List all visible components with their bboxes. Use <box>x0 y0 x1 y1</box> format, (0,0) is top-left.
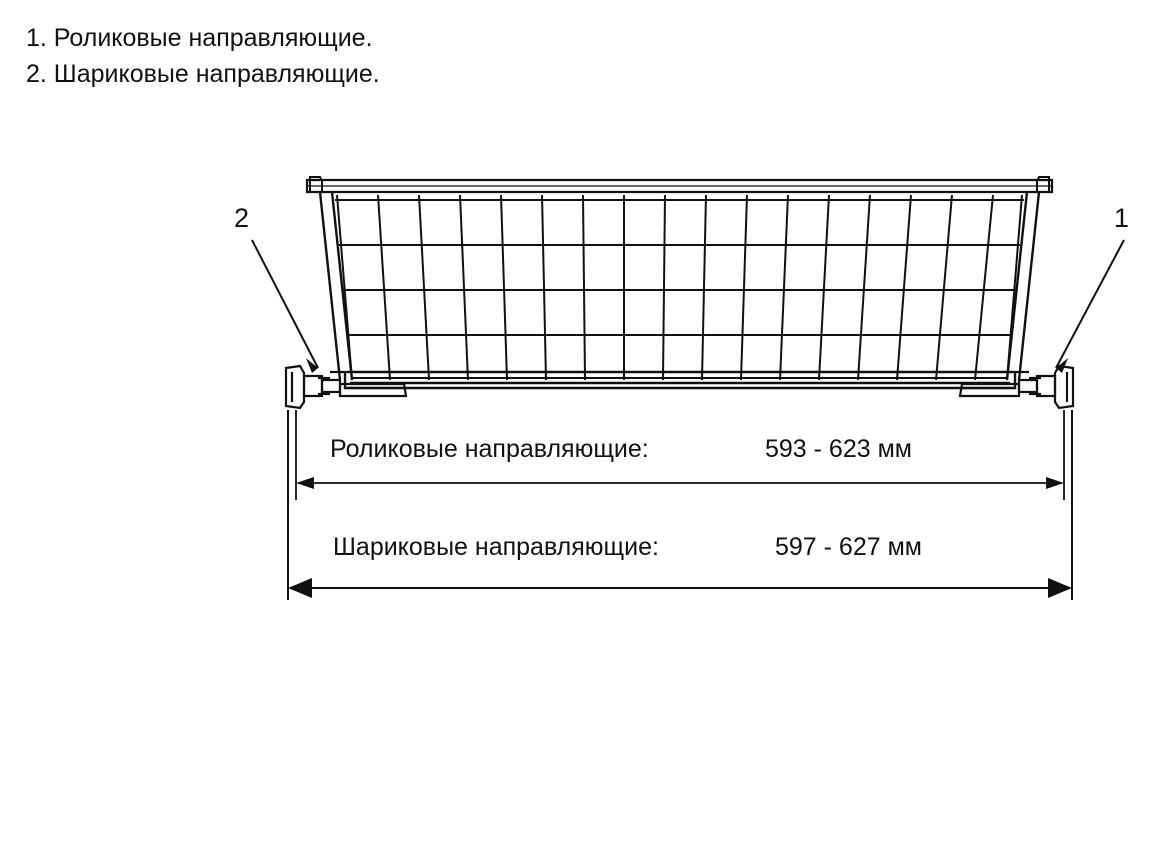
callout-label-2: 2 <box>234 203 250 233</box>
basket-top-rail <box>307 180 1052 192</box>
basket-drawing <box>0 140 1158 640</box>
dimension-roller-name: Роликовые направляющие: <box>330 435 649 463</box>
legend-list <box>26 20 726 92</box>
legend-item-1: 1. Роликовые направляющие. <box>26 24 373 52</box>
basket-svg <box>0 140 1158 640</box>
callout-label-1: 1 <box>1114 203 1130 233</box>
callout-arrowheads <box>306 358 1068 373</box>
basket-mesh-horizontal <box>335 200 1024 378</box>
basket-bottom-frame <box>345 372 1015 388</box>
dimension-ball-name: Шариковые направляющие: <box>333 533 659 561</box>
dimension-roller-value: 593 - 623 мм <box>765 435 912 463</box>
basket-mesh-vertical <box>337 195 1022 380</box>
legend-item-2: 2. Шариковые направляющие. <box>26 60 380 88</box>
dimension-ball-value: 597 - 627 мм <box>775 533 922 561</box>
